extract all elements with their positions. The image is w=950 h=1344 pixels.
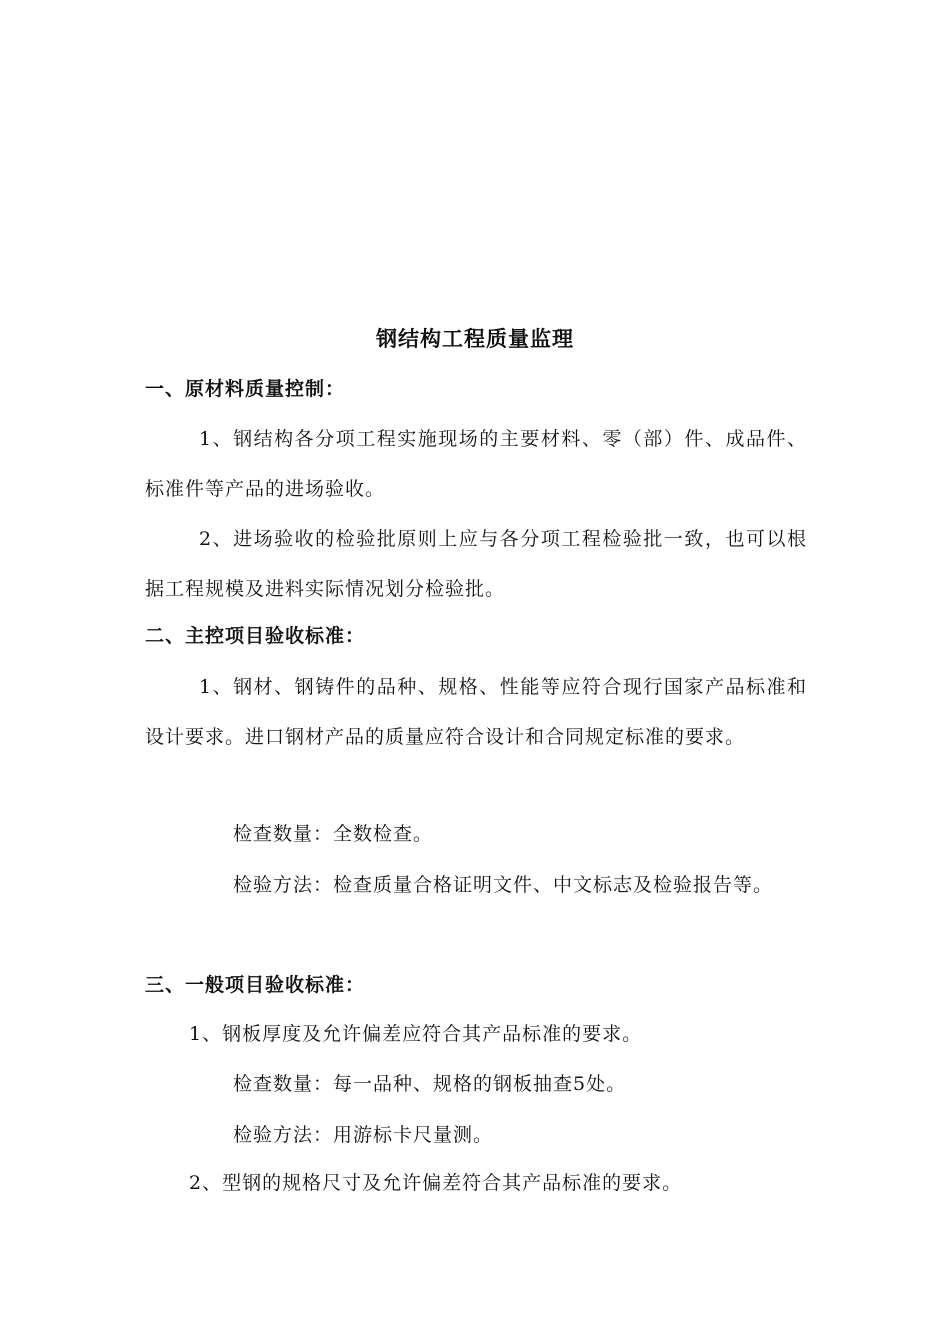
general-item-1: 1、钢板厚度及允许偏差应符合其产品标准的要求。 [189,1023,643,1045]
check-quantity-main: 检查数量：全数检查。 [233,823,434,845]
general-item-2: 2、型钢的规格尺寸及允许偏差符合其产品标准的要求。 [189,1172,683,1194]
section-heading-general: 三、一般项目验收标准： [145,974,366,996]
check-method-main: 检验方法：检查质量合格证明文件、中文标志及检验报告等。 [233,874,774,896]
paragraph-raw-materials-2: 2、进场验收的检验批原则上应与各分项工程检验批一致，也可以根据工程规模及进料实际情况划分检验批。 [145,528,807,600]
document-title: 钢结构工程质量监理 [376,326,574,351]
section-heading-raw-materials: 一、原材料质量控制： [145,378,346,400]
paragraph-main-control-1: 1、钢材、钢铸件的品种、规格、性能等应符合现行国家产品标准和设计要求。进口钢材产品的质量应符合设计和合同规定标准的要求。 [145,676,807,748]
general-item-1-method: 检验方法：用游标卡尺量测。 [233,1124,494,1146]
paragraph-raw-materials-1: 1、钢结构各分项工程实施现场的主要材料、零（部）件、成品件、标准件等产品的进场验收。 [145,428,807,500]
section-heading-main-control: 二、主控项目验收标准： [145,625,366,647]
general-item-1-quantity: 检查数量：每一品种、规格的钢板抽查5处。 [233,1073,627,1095]
